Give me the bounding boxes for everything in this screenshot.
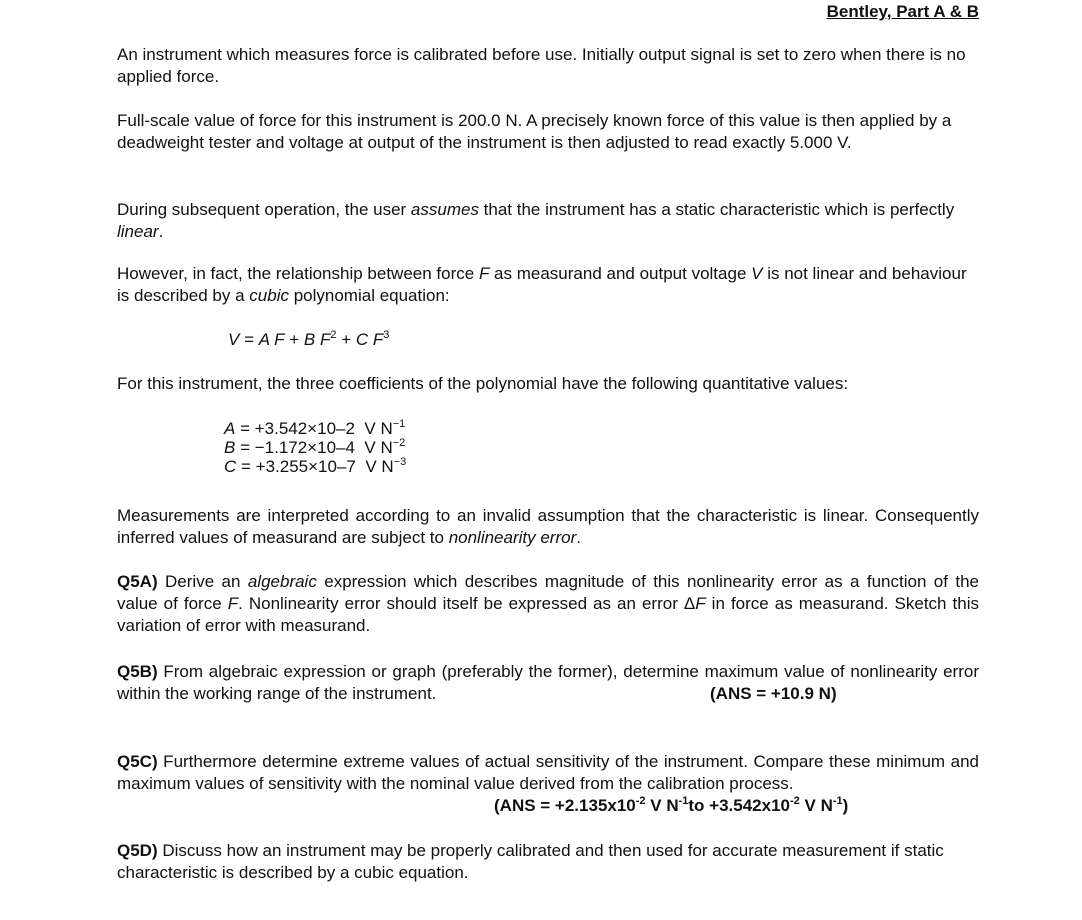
cubic-equation: V = A F + B $F^2 + C$ $F^3$ [228, 329, 390, 349]
paragraph-nonlinearity: Measurements are interpreted according to an invalid assumption that the characteristic is linear. Consequently inferred values of measurand are subject to nonlinearity error. [117, 506, 979, 547]
answer-5c: ($ANS = +2.135x10^{-2}$ V $N^{-1}to +3.542x10^{-2}$ V $N^{-1}$) [494, 795, 849, 815]
paragraph-intro: An instrument which measures force is calibrated before use. Initially output signal is set to zero when there is no applied force. [117, 45, 966, 86]
coefficient-a: A = +3.542×10–2 V $N^{-1}$ [224, 418, 406, 438]
question-5c: Q5C) Furthermore determine extreme values of actual sensitivity of the instrument. Compare these minimum and maximum values of sensitivity with the nominal value derived from the calibration process. [117, 752, 979, 793]
question-5d: Q5D) Discuss how an instrument may be properly calibrated and then used for accurate measurement if static characteristic is described by a cubic equation. [117, 841, 944, 882]
question-5d-label: Q5D) [117, 841, 158, 860]
emphasis-cubic: cubic [249, 286, 289, 305]
question-5a: Q5A) Derive an algebraic expression which describes magnitude of this nonlinearity error as a function of the value of force F. Nonlinearity error should itself be expressed as an error ΔF in force as measurand. Sketch this variation of error with measurand. [117, 572, 980, 635]
question-5b: Q5B) From algebraic expression or graph (preferably the former), determine maximum value of nonlinearity error within the working range of the instrument. [117, 662, 979, 703]
coefficient-c: C = +3.255×10–7 V $N^{-3}$ [224, 456, 407, 476]
paragraph-relationship: However, in fact, the relationship between force F as measurand and output voltage V is not linear and behaviour is described by a cubic polynomial equation: [117, 264, 967, 305]
emphasis-linear: linear [117, 222, 159, 241]
paragraph-assumption: During subsequent operation, the user assumes that the instrument has a static characteristic which is perfectly linear. [117, 200, 955, 241]
answer-5b: (ANS = +10.9 N) [710, 684, 837, 703]
coefficient-list [224, 419, 406, 476]
question-5a-label: Q5A) [117, 572, 158, 591]
paragraph-coefficients-intro: For this instrument, the three coefficients of the polynomial have the following quantitative values: [117, 374, 849, 393]
page-header: Bentley, Part A & B [826, 2, 979, 21]
emphasis-assumes: assumes [410, 200, 479, 219]
emphasis-nonlinearity-error: nonlinearity error [448, 528, 577, 547]
question-5c-label: Q5C) [117, 752, 158, 771]
question-5b-label: Q5B) [117, 662, 158, 681]
paragraph-fullscale: Full-scale value of force for this instrument is 200.0 N. A precisely known force of this value is then applied by a deadweight tester and voltage at output of the instrument is then adjusted to read exactly 5.000 V. [117, 111, 952, 152]
coefficient-b: B = −1.172×10–4 V $N^{-2}$ [224, 437, 406, 457]
